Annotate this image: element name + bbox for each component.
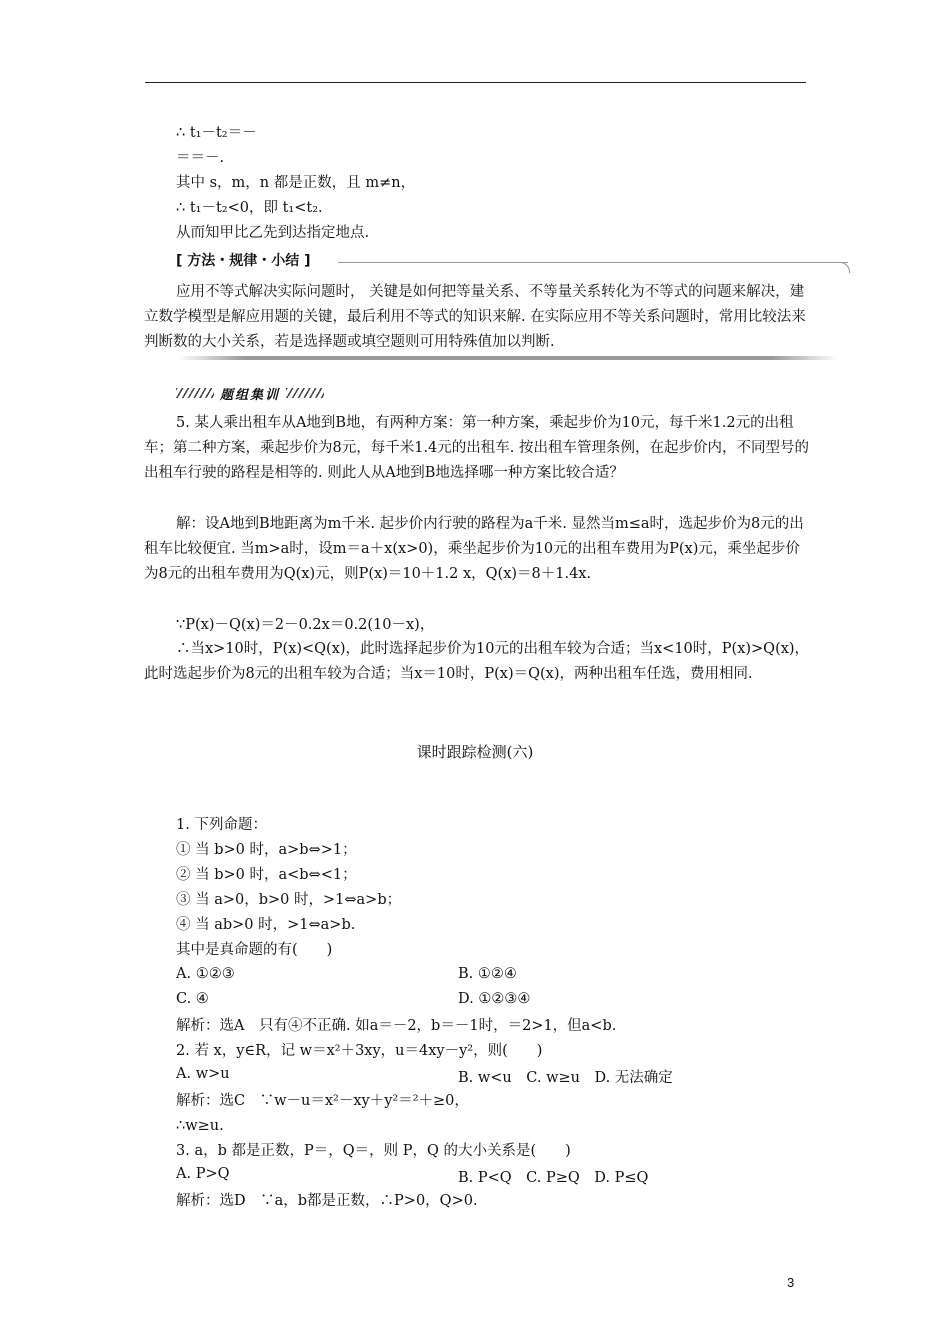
method-divider-corner bbox=[835, 262, 850, 273]
q2-therefore: ∴w≥u. bbox=[176, 1118, 224, 1134]
hatch-decoration bbox=[176, 388, 214, 398]
q2-options-bcd: B. w<u C. w≥u D. 无法确定 bbox=[458, 1070, 673, 1086]
q1-analysis: 解析：选A 只有④不正确. 如a＝－2，b＝－1时，＝2>1，但a<b. bbox=[176, 1018, 617, 1034]
q1-ask: 其中是真命题的有( ) bbox=[176, 942, 333, 958]
text-line: ＝＝－. bbox=[176, 150, 225, 166]
hatch-decoration bbox=[286, 388, 324, 398]
method-divider bbox=[338, 262, 848, 263]
q2-stem: 2. 若 x，y∈R，记 w＝x²＋3xy，u＝4xy－y²，则( ) bbox=[176, 1043, 543, 1059]
q2-option-a: A. w>u bbox=[176, 1066, 230, 1082]
method-text: 应用不等式解决实际问题时， 关键是如何把等量关系、不等量关系转化为不等式的问题来解决，建立数学模型是解应用题的关键，最后利用不等式的知识来解. 在实际应用不等关系问题时，常用比较法来判断数的大小关系，若是选择题或填空题则可用特殊值加以判断. bbox=[144, 284, 806, 350]
method-bottom-bar bbox=[178, 356, 838, 360]
q1-item: ④ 当 ab>0 时，>1⇔a>b. bbox=[176, 917, 356, 933]
q1-option-a: A. ①②③ bbox=[176, 966, 235, 982]
q1-option-c: C. ④ bbox=[176, 991, 209, 1007]
q3-analysis: 解析：选D ∵a，b都是正数，∴P>0，Q>0. bbox=[176, 1193, 478, 1209]
problem-5-line: ∵P(x)－Q(x)＝2－0.2x＝0.2(10－x)， bbox=[176, 617, 435, 633]
q1-stem: 1. 下列命题： bbox=[176, 817, 267, 833]
q1-item: ② 当 b>0 时，a<b⇔<1； bbox=[176, 867, 357, 883]
problem-5-question: 5. 某人乘出租车从A地到B地，有两种方案：第一种方案，乘起步价为10元，每千米1.2元的出租车；第二种方案，乘起步价为8元，每千米1.4元的出租车. 按出租车管理条例，在起步价内，不同型号的出租车行驶的路程是相等的. 则此人从A地到B地选择哪一种方案比较合适？ bbox=[144, 415, 809, 481]
text-line: ∴ t₁－t₂＝－ bbox=[176, 125, 257, 141]
text-line: ∴ t₁－t₂<0，即 t₁<t₂. bbox=[176, 200, 323, 216]
method-heading: [ 方法・规律・小结 ] bbox=[176, 253, 311, 269]
group-practice-tag bbox=[176, 386, 324, 403]
q2-analysis: 解析：选C ∵w－u＝x²－xy＋y²＝²＋≥0， bbox=[176, 1093, 469, 1109]
q1-option-b: B. ①②④ bbox=[458, 966, 517, 982]
section-title: 课时跟踪检测(六) bbox=[416, 743, 534, 761]
q1-item: ① 当 b>0 时，a>b⇔>1； bbox=[176, 842, 357, 858]
problem-5-solution: 解：设A地到B地距离为m千米. 起步价内行驶的路程为a千米. 显然当m≤a时，选起步价为8元的出租车比较便宜. 当m>a时，设m＝a＋x(x>0)，乘坐起步价为10元的出租车费用为P(x)元，乘坐起步价为8元的出租车费用为Q(x)元，则P(x)＝10＋1.2 x，Q(x)＝8＋1.4x. bbox=[144, 516, 804, 582]
q3-option-a: A. P>Q bbox=[176, 1166, 230, 1182]
group-practice-label: 题组集训 bbox=[220, 387, 281, 403]
problem-5-conclusion: ∴当x>10时，P(x)<Q(x)，此时选择起步价为10元的出租车较为合适；当x<10时，P(x)>Q(x)，此时选起步价为8元的出租车较为合适；当x＝10时，P(x)＝Q(x)，两种出租车任选，费用相同. bbox=[144, 641, 810, 682]
page-number: 3 bbox=[787, 1275, 795, 1290]
text-line: 其中 s，m，n 都是正数，且 m≠n， bbox=[176, 175, 416, 191]
q1-item: ③ 当 a>0，b>0 时，>1⇔a>b； bbox=[176, 892, 402, 908]
text-line: 从而知甲比乙先到达指定地点. bbox=[176, 225, 370, 241]
q3-options-bcd: B. P<Q C. P≥Q D. P≤Q bbox=[458, 1170, 649, 1186]
header-rule bbox=[145, 82, 806, 83]
q3-stem: 3. a，b 都是正数，P＝，Q＝，则 P，Q 的大小关系是( ) bbox=[176, 1143, 571, 1159]
q1-option-d: D. ①②③④ bbox=[458, 991, 531, 1007]
